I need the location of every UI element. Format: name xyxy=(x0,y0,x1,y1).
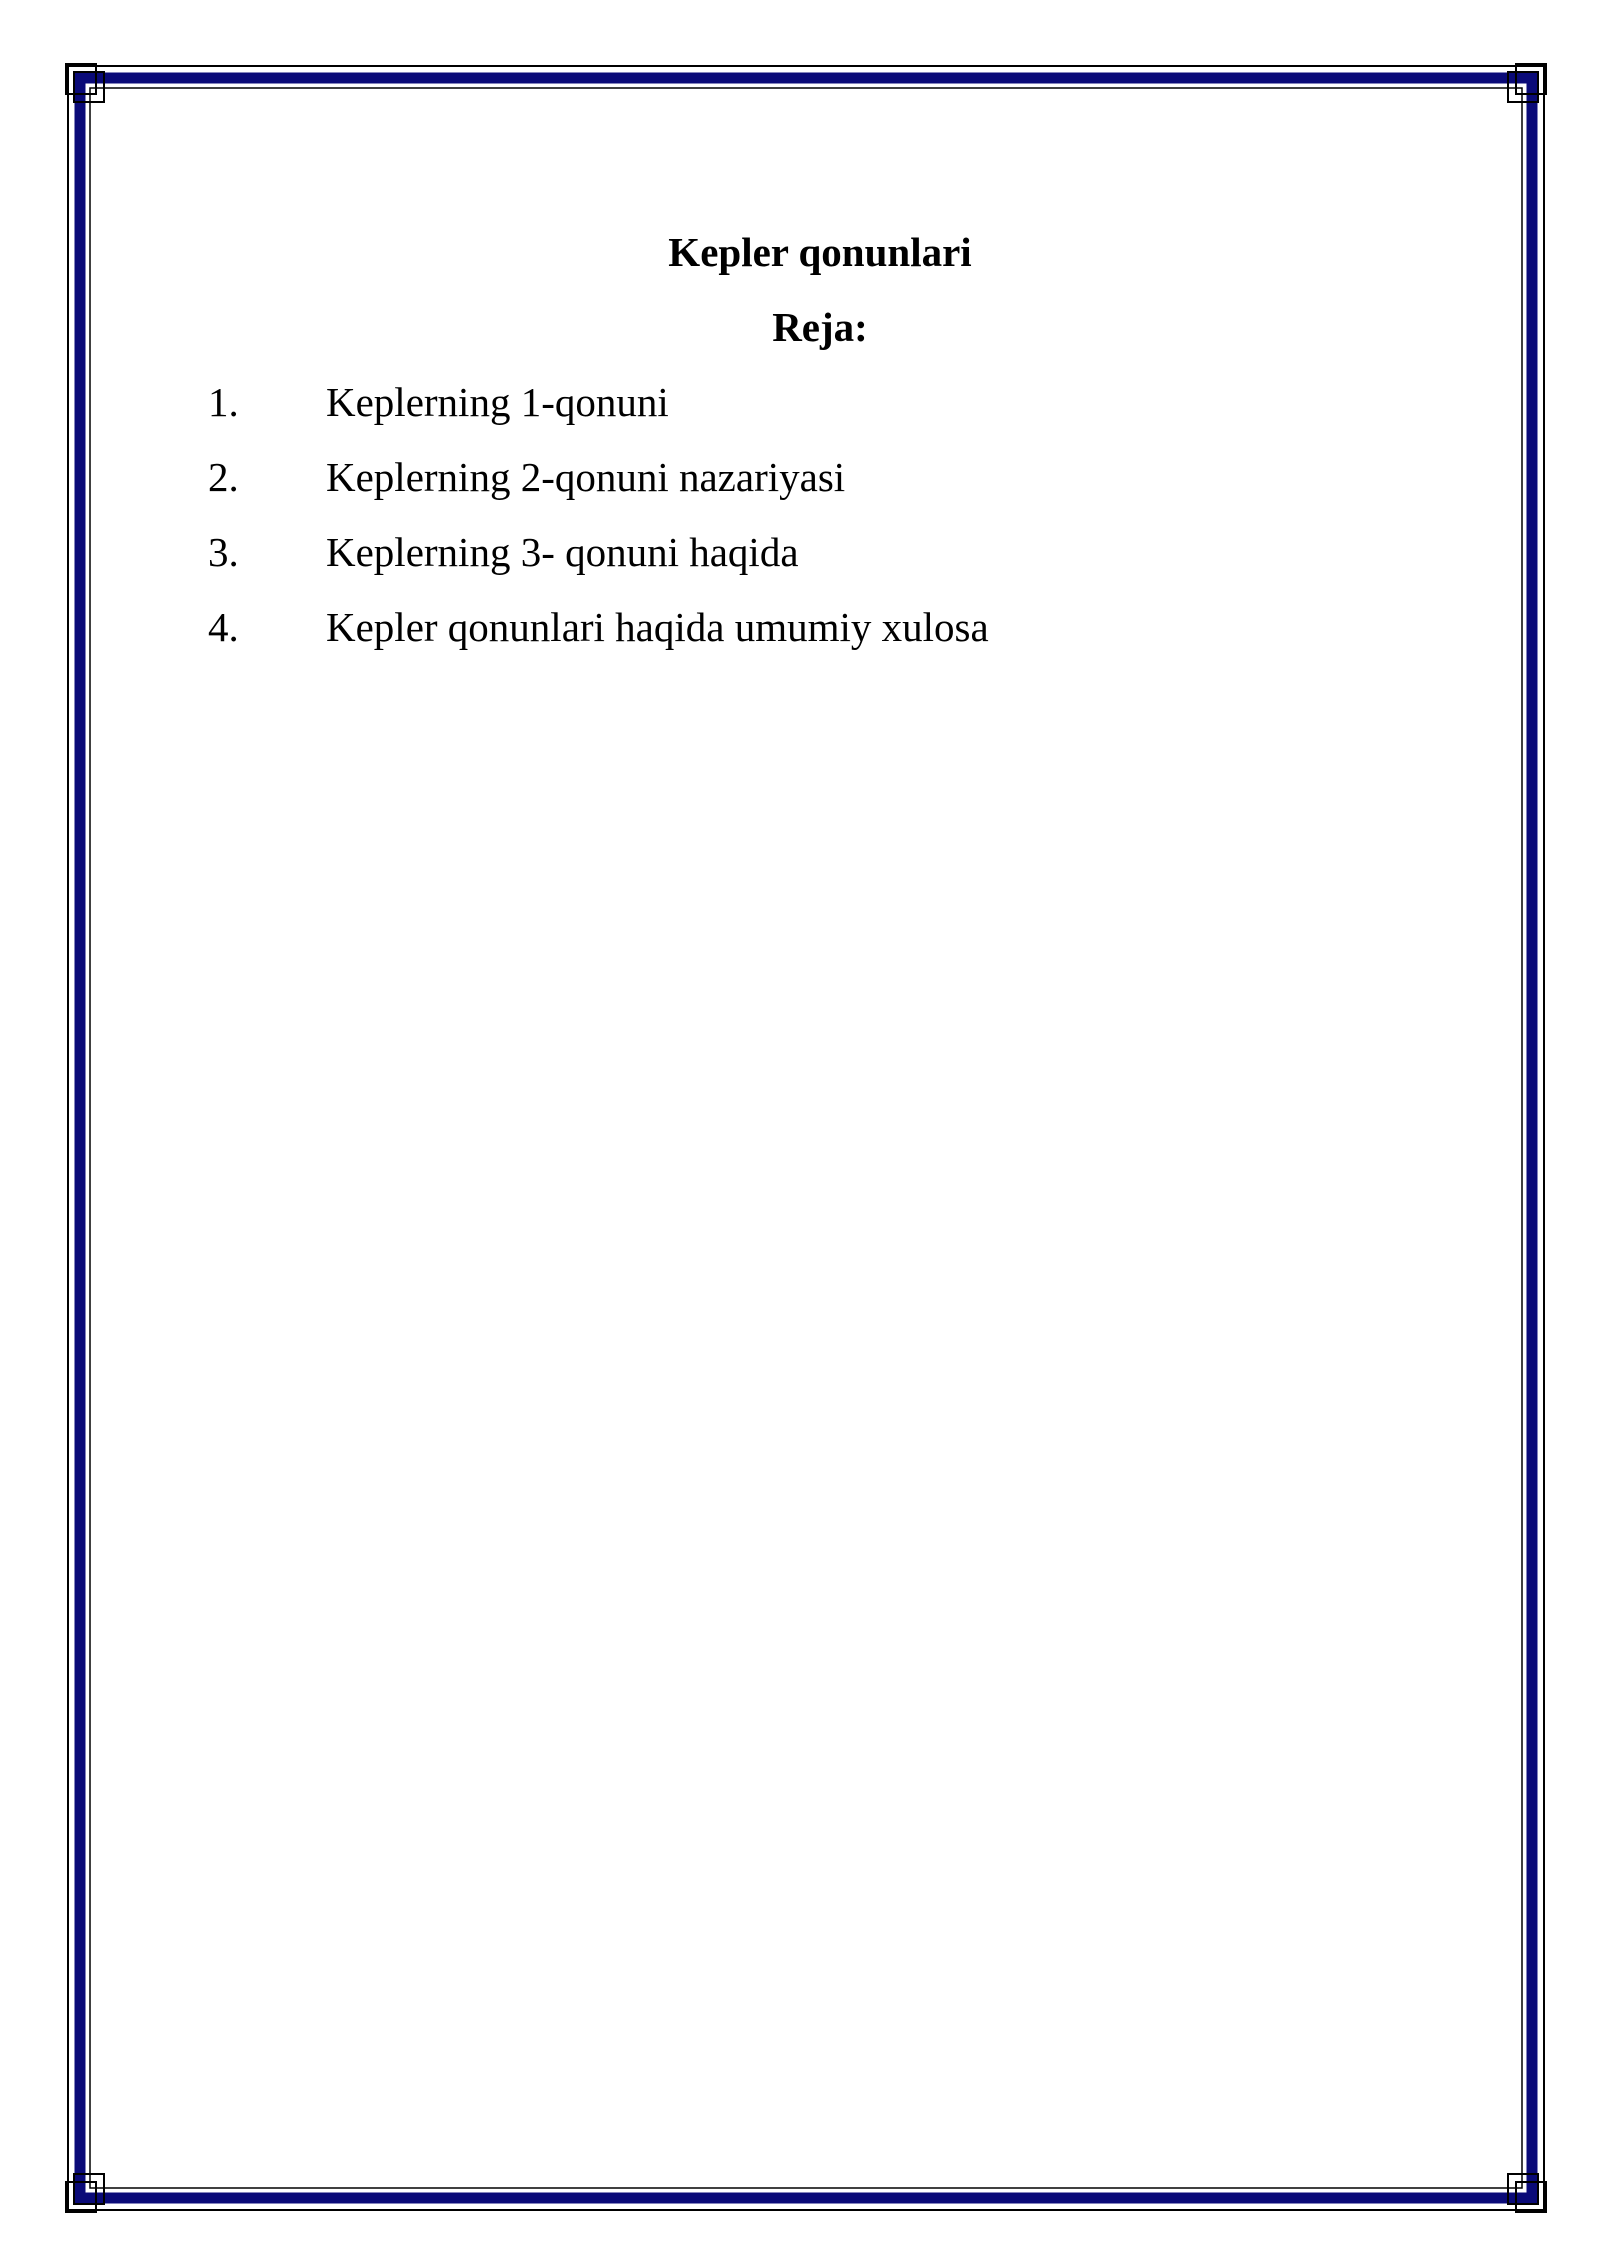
list-item-text: Kepler qonunlari haqida umumiy xulosa xyxy=(326,604,989,650)
plan-heading: Reja: xyxy=(772,304,868,350)
list-item-number: 2. xyxy=(208,454,239,500)
list-item-number: 3. xyxy=(208,529,239,575)
page-title: Kepler qonunlari xyxy=(668,229,972,275)
list-item-text: Keplerning 1-qonuni xyxy=(326,379,669,425)
list-item-text: Keplerning 3- qonuni haqida xyxy=(326,529,799,575)
list-item-text: Keplerning 2-qonuni nazariyasi xyxy=(326,454,846,500)
list-item-number: 4. xyxy=(208,604,239,650)
list-item-number: 1. xyxy=(208,379,239,425)
